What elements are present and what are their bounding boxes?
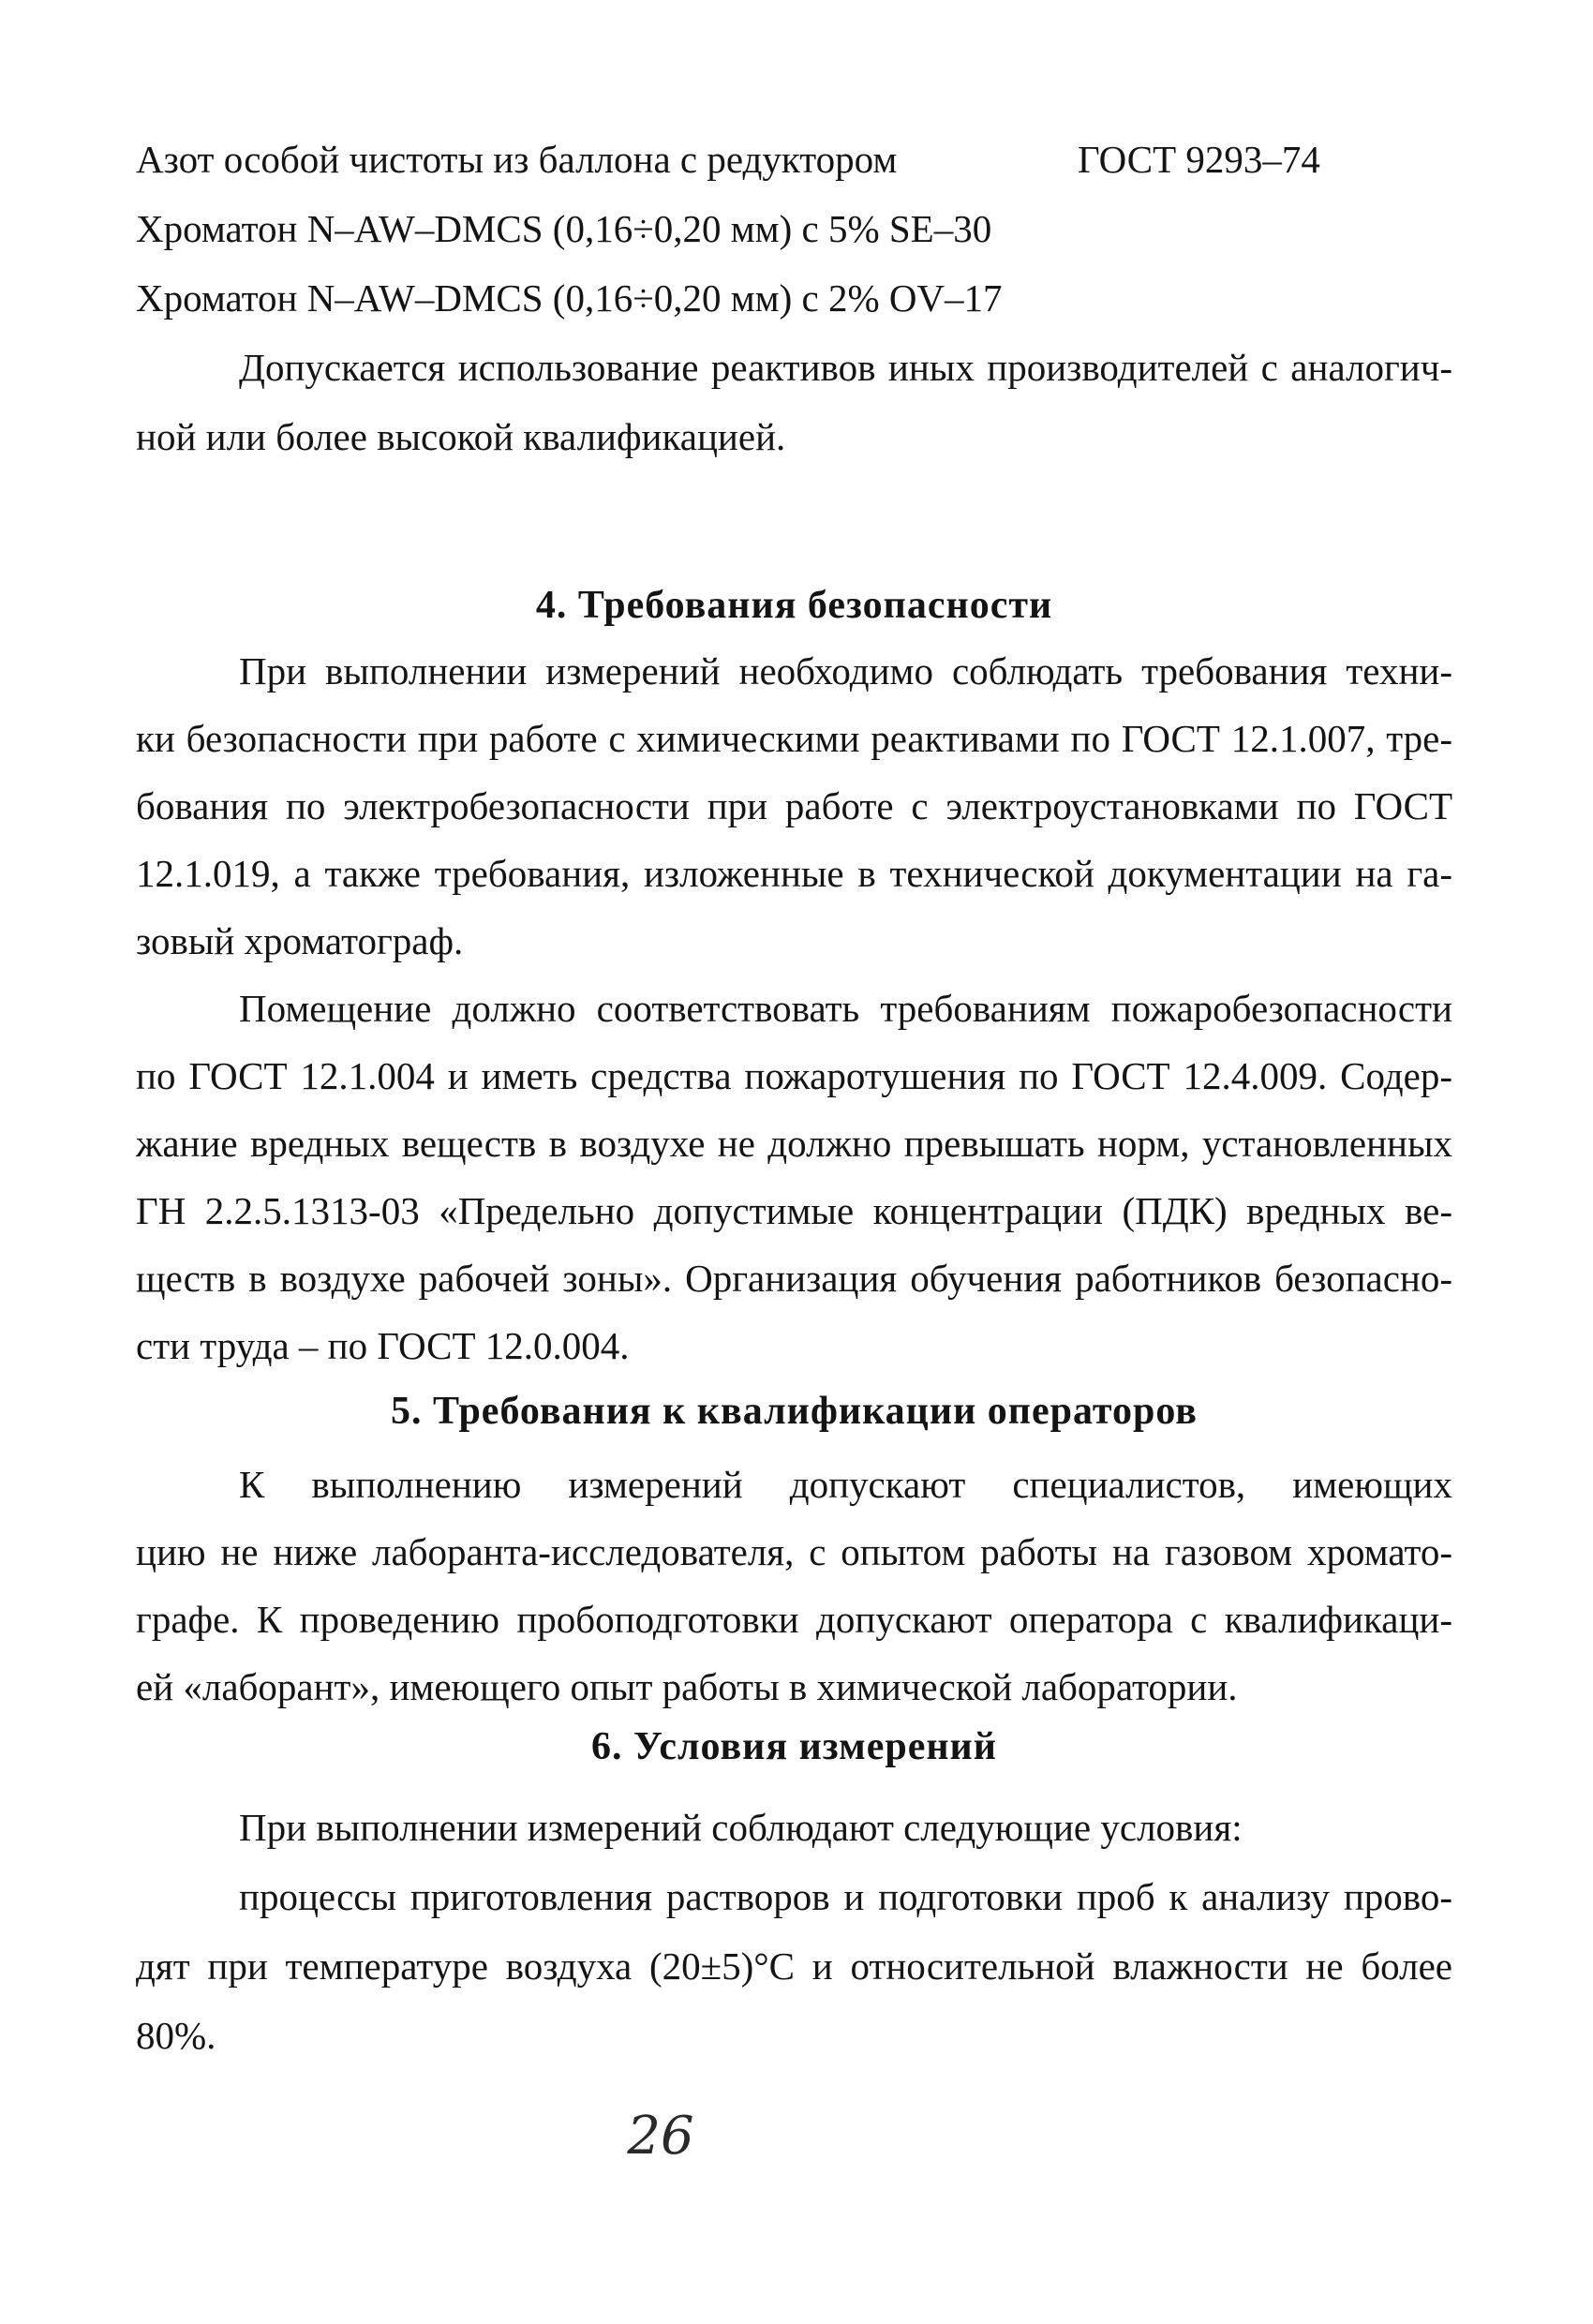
qualification-paragraph-line: цию не ниже лаборанта-исследователя, с опытом работы на газовом хромато-	[136, 1530, 1452, 1573]
premises-paragraph-line: ществ в воздухе рабочей зоны». Организация обучения работников безопасно-	[136, 1257, 1452, 1300]
qualification-paragraph-line: ей «лаборант», имеющего опыт работы в химической лаборатории.	[136, 1665, 1238, 1708]
conditions-paragraph-line: дят при температуре воздуха (20±5)°С и относительной влажности не более	[136, 1944, 1452, 1988]
reagent-note-line: ной или более высокой квалификацией.	[136, 415, 786, 458]
safety-paragraph-line: ки безопасности при работе с химическими реактивами по ГОСТ 12.1.007, тре-	[136, 717, 1452, 760]
conditions-paragraph-line: 80%.	[136, 2014, 216, 2057]
conditions-intro-line: При выполнении измерений соблюдают следующие условия:	[239, 1806, 1243, 1849]
page-number: 26	[627, 2106, 694, 2167]
reagent-line-chromaton-se30: Хроматон N–AW–DMCS (0,16÷0,20 мм) с 5% SE–30	[136, 207, 992, 250]
section-heading-measurement-conditions: 6. Условия измерений	[591, 1725, 997, 1768]
qualification-paragraph-line: К выполнению измерений допускают специалистов, имеющих	[239, 1463, 1452, 1506]
safety-paragraph-line: При выполнении измерений необходимо соблюдать требования техни-	[239, 649, 1452, 693]
section-heading-safety: 4. Требования безопасности	[535, 584, 1053, 627]
safety-paragraph-line: зовый хроматограф.	[136, 919, 464, 962]
section-heading-operator-qualification: 5. Требования к квалификации операторов	[391, 1390, 1198, 1433]
reagent-line-nitrogen: Азот особой чистоты из баллона с редуктором	[136, 138, 898, 181]
premises-paragraph-line: ГН 2.2.5.1313-03 «Предельно допустимые концентрации (ПДК) вредных ве-	[136, 1189, 1452, 1232]
premises-paragraph-line: жание вредных веществ в воздухе не должно превышать норм, установленных	[136, 1122, 1452, 1165]
premises-paragraph-line: по ГОСТ 12.1.004 и иметь средства пожаротушения по ГОСТ 12.4.009. Содер-	[136, 1054, 1452, 1097]
reagent-note-line: Допускается использование реактивов иных производителей с аналогич-	[239, 346, 1452, 389]
reagent-gost-reference: ГОСТ 9293–74	[1078, 138, 1320, 181]
qualification-paragraph-line: графе. К проведению пробоподготовки допускают оператора с квалификаци-	[136, 1598, 1452, 1641]
reagent-line-chromaton-ov17: Хроматон N–AW–DMCS (0,16÷0,20 мм) с 2% OV–17	[136, 276, 1003, 320]
premises-paragraph-line: сти труда – по ГОСТ 12.0.004.	[136, 1324, 630, 1367]
conditions-paragraph-line: процессы приготовления растворов и подготовки проб к анализу прово-	[239, 1875, 1452, 1918]
premises-paragraph-line: Помещение должно соответствовать требованиям пожаробезопасности	[239, 987, 1452, 1030]
safety-paragraph-line: бования по электробезопасности при работе с электроустановками по ГОСТ	[136, 784, 1452, 827]
safety-paragraph-line: 12.1.019, а также требования, изложенные в технической документации на га-	[136, 852, 1452, 895]
